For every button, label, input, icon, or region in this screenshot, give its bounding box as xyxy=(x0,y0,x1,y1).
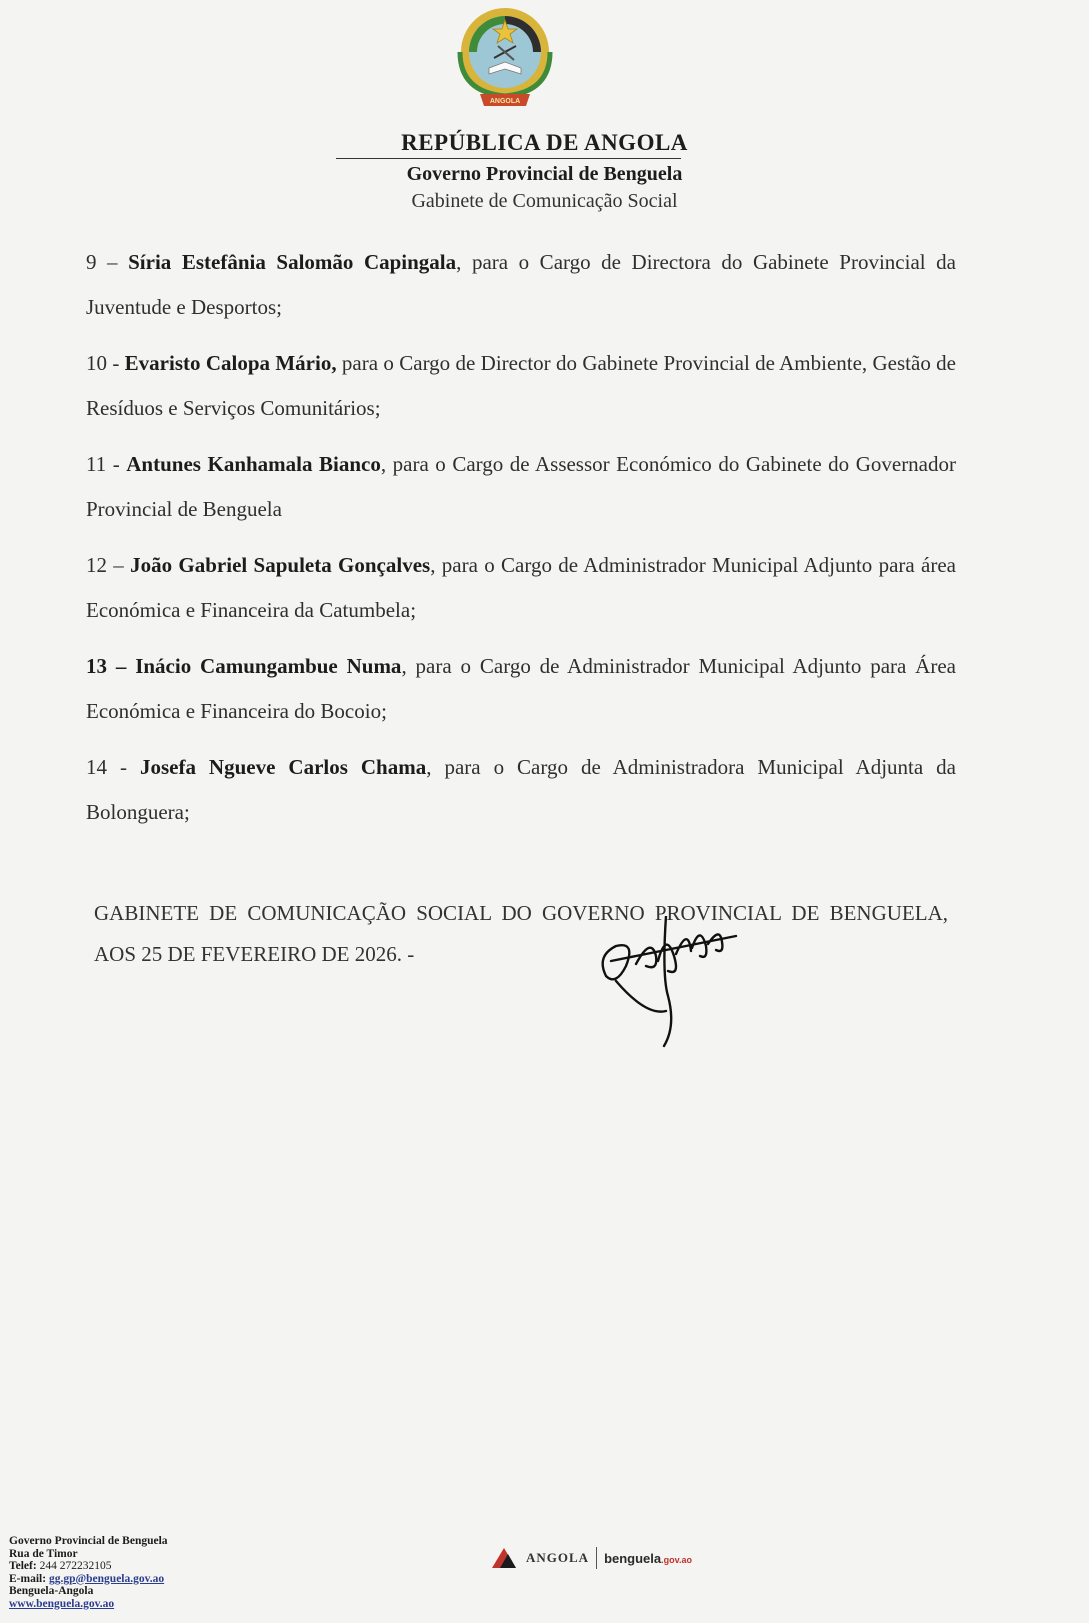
phone-label: Telef: xyxy=(9,1560,37,1572)
appointment-role: , para o Cargo de Administrador Municipal Adjunto para área Económica e Financeira da Catumbela; xyxy=(86,553,956,622)
item-number: 9 – xyxy=(86,250,129,274)
closing-statement: GABINETE DE COMUNICAÇÃO SOCIAL DO GOVERNO PROVINCIAL DE BENGUELA, AOS 25 DE FEVEREIRO DE 2026. - xyxy=(94,901,948,966)
website-link[interactable]: www.benguela.gov.ao xyxy=(9,1597,115,1610)
appointment-item xyxy=(86,745,956,835)
item-number: 12 – xyxy=(86,553,131,577)
footer-address xyxy=(9,1535,168,1610)
appointment-item xyxy=(86,240,956,330)
benguela-logo-suffix: .gov.ao xyxy=(661,1554,692,1565)
item-number: 11 - xyxy=(86,452,127,476)
appointment-item xyxy=(86,644,956,734)
angola-logo-icon xyxy=(492,1546,522,1570)
appointment-item xyxy=(86,341,956,431)
appointee-name: Evaristo Calopa Mário, xyxy=(124,351,337,375)
appointment-item xyxy=(86,543,956,633)
angola-logo-text: ANGOLA xyxy=(526,1550,590,1565)
office-title: Gabinete de Comunicação Social xyxy=(411,190,678,212)
appointment-role: , para o Cargo de Administrador Municipal Adjunto para Área Económica e Financeira do Bocoio; xyxy=(86,654,956,723)
government-title: Governo Provincial de Benguela xyxy=(406,163,683,185)
country-title: REPÚBLICA DE ANGOLA xyxy=(401,130,688,155)
logo-separator xyxy=(596,1547,597,1569)
appointment-role: , para o Cargo de Directora do Gabinete Provincial da Juventude e Desportos; xyxy=(86,250,956,319)
footer-org: Governo Provincial de Benguela xyxy=(9,1535,168,1547)
benguela-logo-text: benguela xyxy=(604,1550,662,1566)
appointment-item xyxy=(86,442,956,532)
appointee-name: Síria Estefânia Salomão Capingala xyxy=(128,250,457,274)
footer-city: Benguela-Angola xyxy=(9,1585,94,1597)
appointments-list xyxy=(86,240,956,846)
footer-logos xyxy=(492,1545,692,1571)
item-number: 10 - xyxy=(86,351,125,375)
emblem-banner-text: ANGOLA xyxy=(489,98,521,105)
benguela-logo xyxy=(604,1551,692,1566)
handwritten-signature xyxy=(596,916,756,1056)
item-number: 14 - xyxy=(86,755,140,779)
appointment-role: , para o Cargo de Administradora Municipal Adjunta da Bolonguera; xyxy=(86,755,956,824)
email-label: E-mail: xyxy=(9,1572,47,1585)
email-link[interactable]: gg.gp@benguela.gov.ao xyxy=(48,1572,165,1585)
appointee-name: Antunes Kanhamala Bianco xyxy=(126,452,381,476)
appointment-role: para o Cargo de Director do Gabinete Provincial de Ambiente, Gestão de Resíduos e Serviços Comunitários; xyxy=(86,351,956,420)
appointee-name: 13 – Inácio Camungambue Numa xyxy=(86,654,402,678)
appointment-role: , para o Cargo de Assessor Económico do Gabinete do Governador Provincial de Benguela xyxy=(86,452,956,521)
header-divider xyxy=(336,158,681,159)
appointee-name: Josefa Ngueve Carlos Chama xyxy=(139,755,427,779)
footer-street: Rua de Timor xyxy=(9,1547,78,1560)
appointee-name: João Gabriel Sapuleta Gonçalves xyxy=(130,553,431,577)
angola-coat-of-arms-icon xyxy=(444,2,566,114)
phone-number: 244 272232105 xyxy=(39,1560,112,1572)
